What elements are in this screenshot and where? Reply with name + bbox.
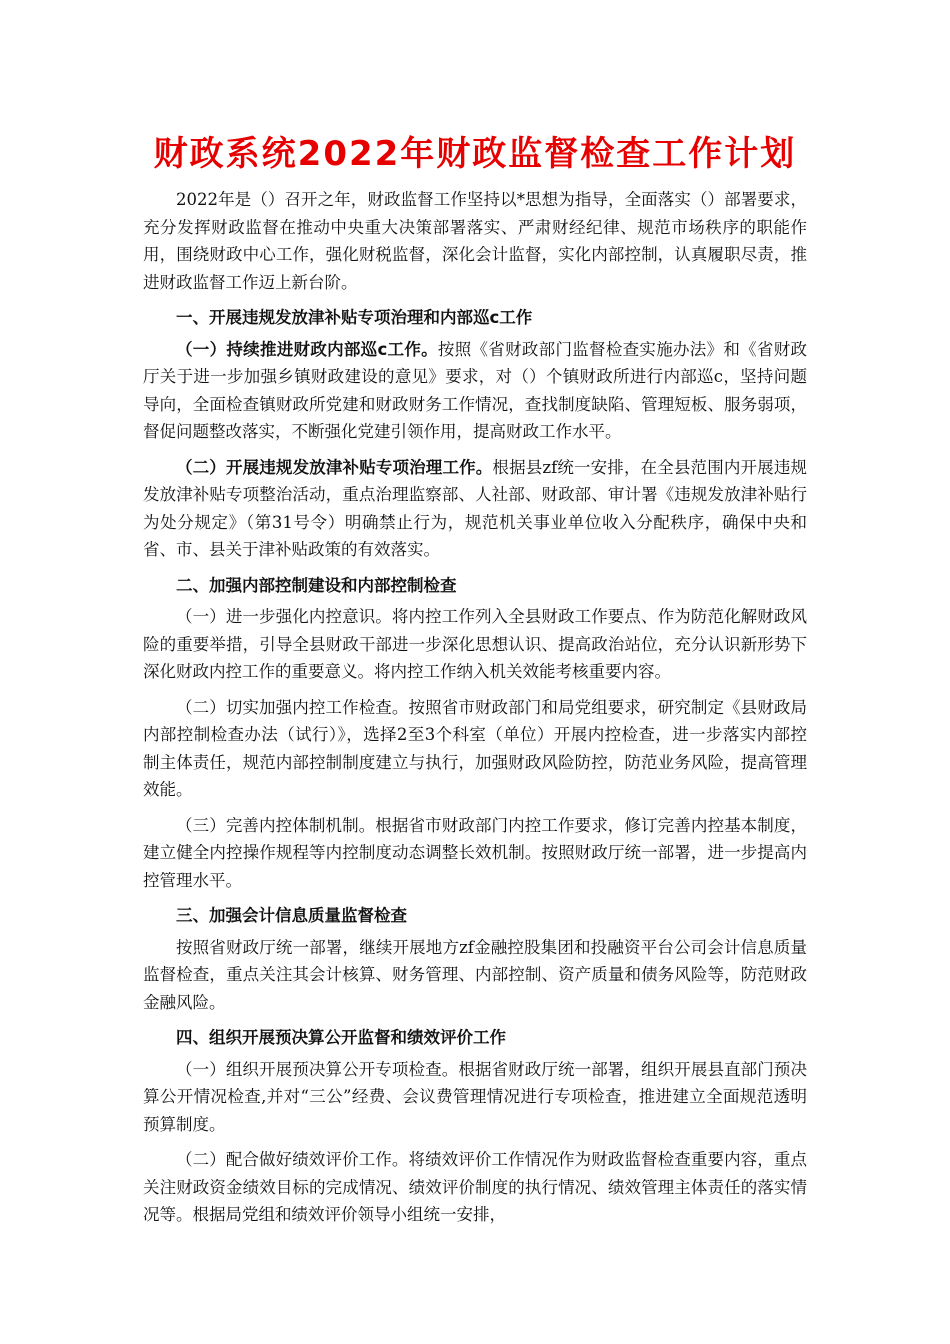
section-2-paragraph-1: （一）进一步强化内控意识。将内控工作列入全县财政工作要点、作为防范化解财政风险的重要举措，引导全县财政干部进一步深化思想认识、提高政治站位，充分认识新形势下深化财政内控工作的重要意义。将内控工作纳入机关效能考核重要内容。 xyxy=(143,607,807,681)
section-2-heading: 二、加强内部控制建设和内部控制检查 xyxy=(176,575,457,595)
document-page xyxy=(143,128,807,1229)
section-3-paragraph-1: 按照省财政厅统一部署，继续开展地方zf金融控股集团和投融资平台公司会计信息质量监督检查，重点关注其会计核算、财务管理、内部控制、资产质量和债务风险等，防范财政金融风险。 xyxy=(143,937,807,1012)
section-4-paragraph-1: （一）组织开展预决算公开专项检查。根据省财政厅统一部署，组织开展县直部门预决算公开情况检查,并对“三公”经费、会议费管理情况进行专项检查，推进建立全面规范透明预算制度。 xyxy=(143,1059,807,1134)
section-4-paragraph-2: （二）配合做好绩效评价工作。将绩效评价工作情况作为财政监督检查重要内容，重点关注财政资金绩效目标的完成情况、绩效评价制度的执行情况、绩效管理主体责任的落实情况等。根据局党组和绩效评价领导小组统一安排， xyxy=(143,1150,807,1224)
section-2-paragraph-3: （三）完善内控体制机制。根据省市财政部门内控工作要求，修订完善内控基本制度，建立健全内控操作规程等内控制度动态调整长效机制。按照财政厅统一部署，进一步提高内控管理水平。 xyxy=(143,815,807,890)
section-4-heading: 四、组织开展预决算公开监督和绩效评价工作 xyxy=(176,1028,506,1047)
section-1-paragraph-2-lead: （二）开展违规发放津补贴专项治理工作。 xyxy=(176,457,493,477)
document-title: 财政系统2022年财政监督检查工作计划 xyxy=(153,134,797,174)
section-1-paragraph-1 xyxy=(143,336,807,446)
intro-paragraph: 2022年是（）召开之年，财政监督工作坚持以*思想为指导，全面落实（）部署要求，充分发挥财政监督在推动中央重大决策部署落实、严肃财经纪律、规范市场秩序的职能作用，围绕财政中心工作，强化财税监督，深化会计监督，实化内部控制，认真履职尽责，推进财政监督工作迈上新台阶。 xyxy=(143,190,807,292)
section-1-paragraph-1-lead: （一）持续推进财政内部巡c工作。 xyxy=(176,339,438,359)
section-1-paragraph-1-body: 按照《省财政部门监督检查实施办法》和《省财政厅关于进一步加强乡镇财政建设的意见》要求，对（）个镇财政所进行内部巡c，坚持问题导向，全面检查镇财政所党建和财政财务工作情况，查找制度缺陷、管理短板、服务弱项，督促问题整改落实，不断强化党建引领作用，提高财政工作水平。 xyxy=(143,339,808,441)
section-1-paragraph-2-body: 根据县zf统一安排，在全县范围内开展违规发放津补贴专项整治活动，重点治理监察部、人社部、财政部、审计署《违规发放津补贴行为处分规定》（第31号令）明确禁止行为，规范机关事业单位收入分配秩序，确保中央和省、市、县关于津补贴政策的有效落实。 xyxy=(143,457,807,559)
section-1-heading: 一、开展违规发放津补贴专项治理和内部巡c工作 xyxy=(176,308,533,327)
section-1-paragraph-2 xyxy=(143,454,807,564)
section-3-heading: 三、加强会计信息质量监督检查 xyxy=(176,906,407,925)
section-2-paragraph-2: （二）切实加强内控工作检查。按照省市财政部门和局党组要求，研究制定《县财政局内部控制检查办法（试行）》，选择2至3个科室（单位）开展内控检查，进一步落实内部控制主体责任，规范内部控制制度建立与执行，加强财政风险防控，防范业务风险，提高管理效能。 xyxy=(143,697,807,799)
